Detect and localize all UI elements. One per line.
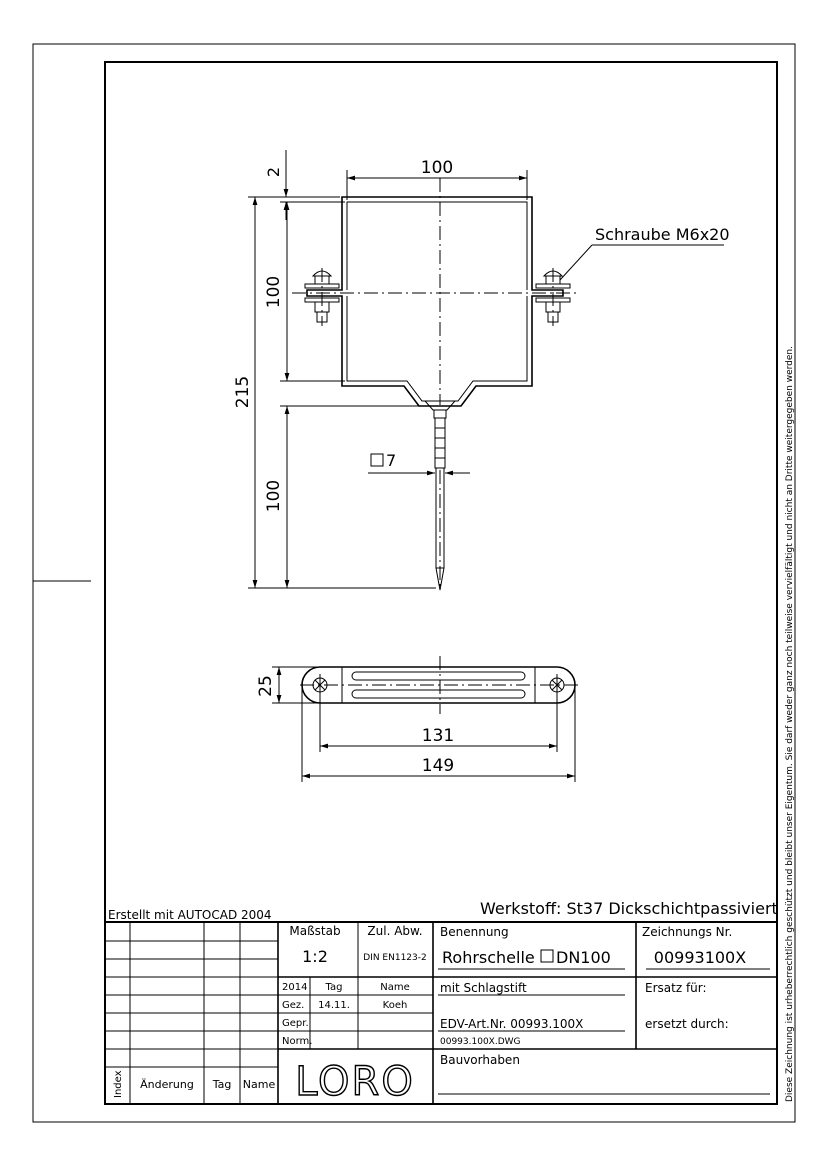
title-label: Benennung: [440, 925, 509, 939]
material-note: Werkstoff: St37 Dickschichtpassiviert: [480, 899, 778, 918]
screw-callout: Schraube M6x20: [595, 225, 730, 244]
legal-note: Diese Zeichnung ist urheberrechtlich geschützt und bleibt unser Eigentum. Sie darf weder ganz noch teilweise vervielfältigt und nicht an Dritte weitergegeben werden.: [785, 380, 795, 1102]
screw-right: [536, 268, 570, 326]
name-label: Name: [380, 982, 410, 993]
dim-strap-width: 25: [256, 675, 276, 697]
rev-header-name: Name: [242, 1078, 276, 1091]
company-logo: LORO: [295, 1059, 415, 1105]
checked-label: Gepr.: [282, 1018, 309, 1029]
nail: [425, 401, 455, 590]
tolerance-value: DIN EN1123-2: [363, 953, 427, 963]
drawing-no-label: Zeichnungs Nr.: [642, 925, 733, 939]
rev-header-day: Tag: [212, 1078, 232, 1091]
top-view: [256, 656, 578, 782]
drawing-title-suffix: DN100: [556, 948, 611, 967]
scale-label: Maßstab: [289, 924, 341, 938]
dim-square: 7: [386, 451, 397, 470]
front-view: [233, 150, 730, 590]
drawing-number: 00993100X: [653, 948, 747, 967]
drawing-subtitle: mit Schlagstift: [440, 981, 527, 995]
square-symbol: [371, 454, 383, 466]
dim-thickness: 2: [264, 166, 283, 178]
square-symbol-title: [541, 950, 553, 962]
screw-left: [305, 268, 339, 326]
title-block: [105, 922, 777, 1105]
drawn-name: Koeh: [382, 1000, 408, 1011]
tolerance-label: Zul. Abw.: [367, 924, 423, 938]
drawn-date: 14.11.: [318, 1000, 350, 1011]
article-number: EDV-Art.Nr. 00993.100X: [440, 1017, 584, 1031]
norm-label: Norm.: [282, 1036, 313, 1047]
day-label: Tag: [325, 982, 343, 993]
dim-hole-spacing: 131: [421, 726, 455, 746]
dim-width-top: 100: [420, 158, 454, 178]
dim-overall-length: 149: [421, 756, 455, 776]
drawing-title: Rohrschelle: [442, 948, 535, 967]
dim-nail-length: 100: [264, 479, 284, 513]
replaces-label: Ersatz für:: [645, 981, 707, 995]
clamp-inner-line: [347, 202, 527, 401]
rev-header-index: Index: [113, 1070, 124, 1098]
year: 2014: [282, 982, 308, 993]
clamp-outline: [307, 197, 563, 406]
rev-header-change: Änderung: [140, 1078, 194, 1091]
cad-note: Erstellt mit AUTOCAD 2004: [108, 908, 272, 922]
drawn-label: Gez.: [282, 1000, 305, 1011]
project-label: Bauvorhaben: [440, 1053, 520, 1067]
scale-value: 1:2: [302, 947, 328, 966]
dwg-file: 00993.100X.DWG: [440, 1037, 521, 1047]
replaced-by-label: ersetzt durch:: [645, 1017, 729, 1031]
dim-inner-height: 100: [264, 275, 284, 309]
dim-total-height: 215: [233, 375, 253, 409]
